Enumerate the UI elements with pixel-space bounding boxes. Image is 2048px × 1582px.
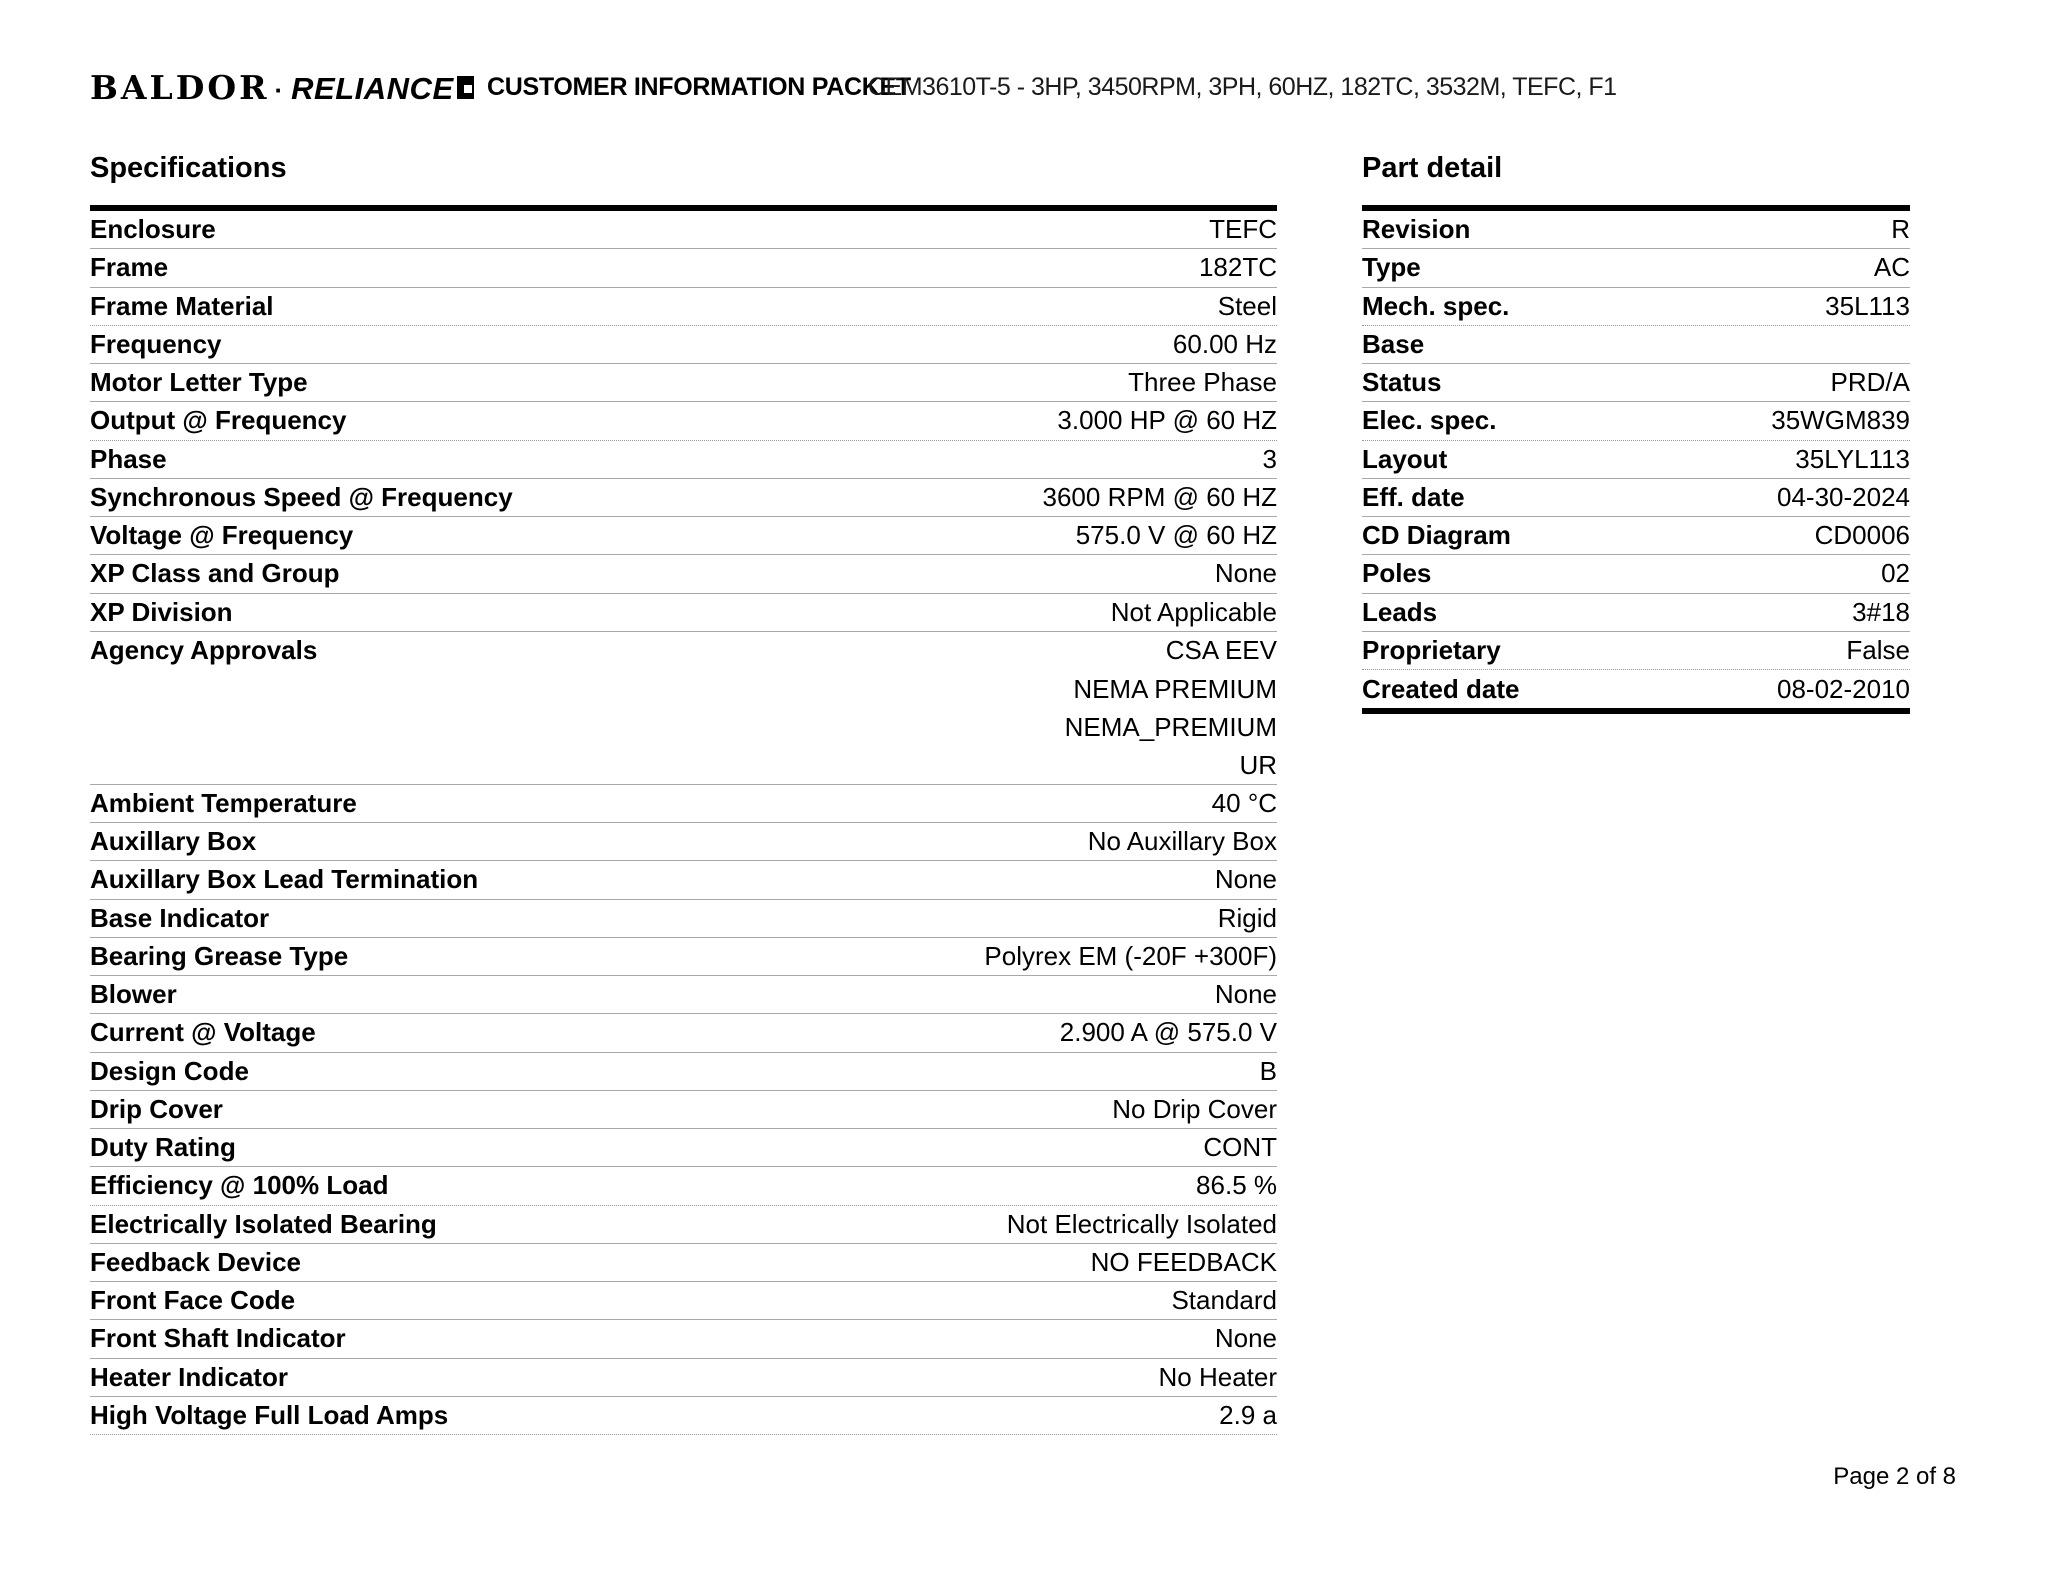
part-detail-row <box>1362 632 1910 670</box>
spec-row <box>90 1359 1277 1397</box>
spec-value-line: NEMA_PREMIUM <box>1064 711 1277 742</box>
part-detail-row <box>1362 326 1910 364</box>
spec-value: Polyrex EM (-20F +300F) <box>984 940 1277 971</box>
spec-row <box>90 555 1277 593</box>
spec-row <box>90 785 1277 823</box>
spec-row <box>90 1206 1277 1244</box>
spec-label: Synchronous Speed @ Frequency <box>90 481 513 512</box>
spec-row <box>90 938 1277 976</box>
part-detail-value: 35WGM839 <box>1771 405 1910 436</box>
spec-label: Blower <box>90 979 177 1010</box>
specifications-heading: Specifications <box>90 152 287 184</box>
spec-label: Duty Rating <box>90 1132 236 1163</box>
spec-row <box>90 823 1277 861</box>
spec-row <box>90 1053 1277 1091</box>
part-detail-section <box>1362 140 1910 714</box>
specifications-table <box>90 205 1277 1435</box>
spec-label: XP Division <box>90 596 233 627</box>
spec-row <box>90 1167 1277 1205</box>
spec-label: Agency Approvals <box>90 635 318 666</box>
part-detail-row <box>1362 555 1910 593</box>
part-detail-row <box>1362 211 1910 249</box>
part-detail-label: Leads <box>1362 596 1438 627</box>
spec-row <box>90 441 1277 479</box>
spec-row <box>90 632 1277 785</box>
spec-label: Frame <box>90 252 169 283</box>
spec-row <box>90 1129 1277 1167</box>
spec-label: Frequency <box>90 328 222 359</box>
spec-label: Auxillary Box Lead Termination <box>90 864 479 895</box>
spec-row <box>90 1091 1277 1129</box>
spec-value: No Drip Cover <box>1112 1093 1277 1124</box>
part-detail-row <box>1362 479 1910 517</box>
spec-label: Efficiency @ 100% Load <box>90 1170 389 1201</box>
part-detail-label: Mech. spec. <box>1362 290 1510 321</box>
logo-reliance-text: RELIANCE <box>291 71 454 106</box>
spec-value: 182TC <box>1198 252 1277 283</box>
spec-row <box>90 211 1277 249</box>
spec-value-line: UR <box>1239 750 1277 781</box>
spec-value: Three Phase <box>1128 367 1277 398</box>
spec-value: 40 °C <box>1211 787 1277 818</box>
spec-value: TEFC <box>1209 214 1277 245</box>
part-detail-label: Revision <box>1362 214 1471 245</box>
part-detail-row <box>1362 594 1910 632</box>
part-detail-label: Status <box>1362 367 1442 398</box>
spec-row <box>90 1244 1277 1282</box>
spec-label: Feedback Device <box>90 1246 302 1277</box>
spec-label: Design Code <box>90 1055 249 1086</box>
part-detail-row <box>1362 517 1910 555</box>
spec-row <box>90 1397 1277 1435</box>
spec-row <box>90 976 1277 1014</box>
spec-value: 3.000 HP @ 60 HZ <box>1057 405 1277 436</box>
part-detail-row <box>1362 249 1910 287</box>
spec-value: 86.5 % <box>1196 1170 1277 1201</box>
reliance-trademark-icon <box>457 76 474 99</box>
part-detail-row <box>1362 670 1910 708</box>
part-detail-value: 35LYL113 <box>1795 443 1910 474</box>
spec-label: Voltage @ Frequency <box>90 520 354 551</box>
spec-row <box>90 326 1277 364</box>
spec-row <box>90 517 1277 555</box>
part-detail-label: Type <box>1362 252 1421 283</box>
spec-label: Drip Cover <box>90 1093 223 1124</box>
part-detail-value: AC <box>1873 252 1910 283</box>
spec-row <box>90 1014 1277 1052</box>
part-detail-heading: Part detail <box>1362 152 1503 184</box>
part-detail-label: Eff. date <box>1362 481 1465 512</box>
spec-value: B <box>1259 1055 1277 1086</box>
spec-row <box>90 288 1277 326</box>
baldor-reliance-logo <box>90 68 474 107</box>
part-detail-value: 35L113 <box>1825 290 1910 321</box>
spec-value: None <box>1214 1323 1277 1354</box>
spec-label: Front Face Code <box>90 1285 296 1316</box>
part-detail-label: CD Diagram <box>1362 520 1511 551</box>
document-title: CUSTOMER INFORMATION PACKET <box>487 73 911 101</box>
spec-value: 575.0 V @ 60 HZ <box>1075 520 1277 551</box>
part-detail-label: Elec. spec. <box>1362 405 1497 436</box>
spec-row <box>90 1320 1277 1358</box>
spec-label: Output @ Frequency <box>90 405 347 436</box>
spec-value: 60.00 Hz <box>1172 328 1277 359</box>
spec-label: Front Shaft Indicator <box>90 1323 346 1354</box>
part-detail-value: False <box>1846 634 1910 665</box>
spec-label: Base Indicator <box>90 902 270 933</box>
spec-label: Heater Indicator <box>90 1361 288 1392</box>
part-detail-row <box>1362 402 1910 440</box>
spec-label: Auxillary Box <box>90 826 257 857</box>
spec-value-line: NEMA PREMIUM <box>1073 673 1277 704</box>
spec-value: CONT <box>1203 1132 1277 1163</box>
spec-label: XP Class and Group <box>90 558 340 589</box>
spec-row <box>90 861 1277 899</box>
specifications-section <box>90 140 1277 1435</box>
part-detail-label: Created date <box>1362 673 1520 704</box>
spec-value-line: CSA EEV <box>1165 635 1277 666</box>
part-detail-value: 08-02-2010 <box>1777 673 1910 704</box>
spec-value: 2.900 A @ 575.0 V <box>1059 1017 1277 1048</box>
spec-label: Electrically Isolated Bearing <box>90 1208 437 1239</box>
spec-value: None <box>1214 864 1277 895</box>
part-detail-value: 3#18 <box>1852 596 1910 627</box>
document-header <box>0 68 2048 108</box>
spec-value: None <box>1214 558 1277 589</box>
spec-value: 2.9 a <box>1219 1399 1277 1430</box>
part-detail-row <box>1362 441 1910 479</box>
spec-label: Ambient Temperature <box>90 787 357 818</box>
part-detail-row <box>1362 288 1910 326</box>
part-detail-value: 02 <box>1881 558 1910 589</box>
spec-label: Frame Material <box>90 290 274 321</box>
spec-value: Steel <box>1217 290 1277 321</box>
spec-value <box>1065 632 1277 785</box>
spec-value: 3 <box>1262 443 1277 474</box>
part-detail-label: Base <box>1362 328 1425 359</box>
spec-label: Phase <box>90 443 167 474</box>
spec-row <box>90 1282 1277 1320</box>
part-detail-row <box>1362 364 1910 402</box>
spec-value: NO FEEDBACK <box>1090 1246 1277 1277</box>
part-detail-value: 04-30-2024 <box>1777 481 1910 512</box>
spec-label: Bearing Grease Type <box>90 940 349 971</box>
spec-label: Enclosure <box>90 214 216 245</box>
part-detail-value: PRD/A <box>1830 367 1910 398</box>
spec-value: No Heater <box>1158 1361 1277 1392</box>
spec-value: No Auxillary Box <box>1087 826 1277 857</box>
spec-value: None <box>1214 979 1277 1010</box>
part-detail-value: CD0006 <box>1814 520 1910 551</box>
spec-row <box>90 900 1277 938</box>
spec-value: Standard <box>1171 1285 1277 1316</box>
part-detail-label: Proprietary <box>1362 634 1501 665</box>
spec-value: Rigid <box>1217 902 1277 933</box>
spec-row <box>90 479 1277 517</box>
spec-label: Motor Letter Type <box>90 367 308 398</box>
part-detail-label: Poles <box>1362 558 1432 589</box>
page-number: Page 2 of 8 <box>1833 1463 1956 1490</box>
spec-row <box>90 364 1277 402</box>
logo-dot-separator: · <box>274 75 284 105</box>
spec-label: Current @ Voltage <box>90 1017 316 1048</box>
spec-value: Not Applicable <box>1110 596 1277 627</box>
part-detail-label: Layout <box>1362 443 1448 474</box>
spec-label: High Voltage Full Load Amps <box>90 1399 449 1430</box>
spec-row <box>90 249 1277 287</box>
part-detail-table <box>1362 205 1910 714</box>
logo-baldor-text: BALDOR <box>90 68 270 107</box>
spec-value: Not Electrically Isolated <box>1006 1208 1277 1239</box>
part-number-summary: CEM3610T-5 - 3HP, 3450RPM, 3PH, 60HZ, 182TC, 3532M, TEFC, F1 <box>868 73 1617 101</box>
spec-row <box>90 402 1277 440</box>
spec-value: 3600 RPM @ 60 HZ <box>1042 481 1277 512</box>
spec-row <box>90 594 1277 632</box>
part-detail-value: R <box>1891 214 1910 245</box>
